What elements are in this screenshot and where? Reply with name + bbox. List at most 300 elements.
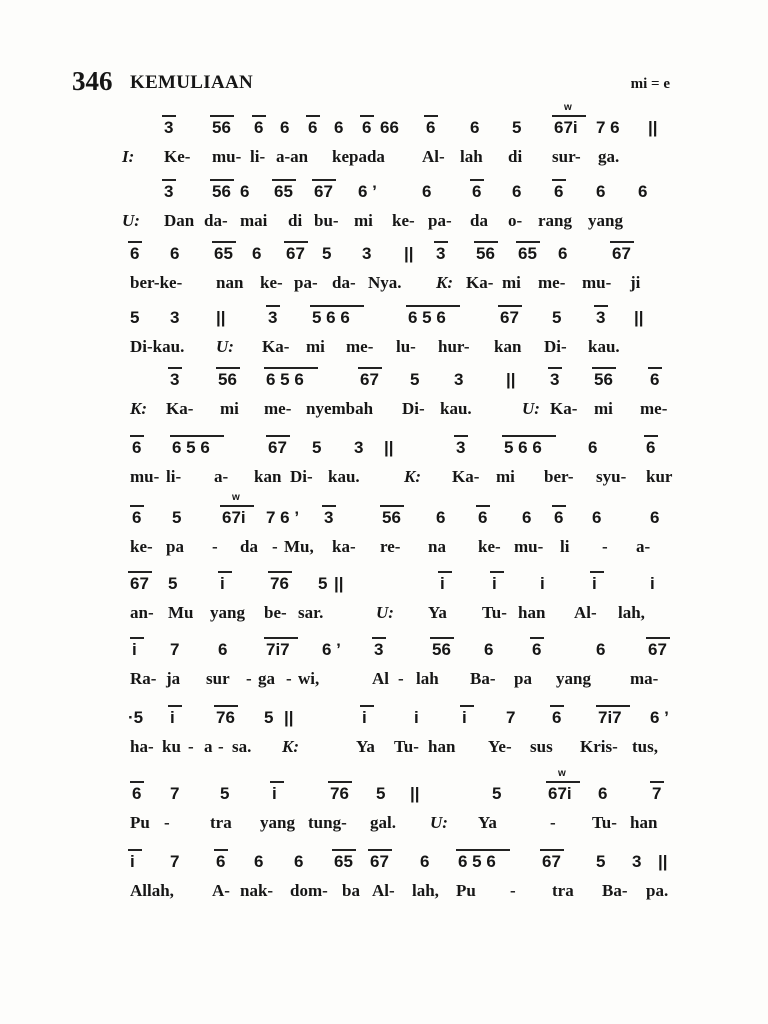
lyric-syllable: mu- xyxy=(130,467,160,486)
music-system xyxy=(122,370,682,434)
hymn-title: KEMULIAAN xyxy=(130,72,254,93)
lyric-syllable: ber- xyxy=(544,467,574,486)
beam-line xyxy=(460,705,474,707)
note-cell: || xyxy=(506,370,516,389)
note-cell: 5 xyxy=(130,308,140,327)
note-cell: 56 xyxy=(594,370,613,389)
note-cell: 6 ’ xyxy=(358,182,377,201)
notation-row xyxy=(122,574,682,600)
note-cell: 65 xyxy=(214,244,233,263)
note-cell: 6 xyxy=(532,640,542,659)
note-cell: || xyxy=(634,308,644,327)
note-cell: 3 xyxy=(596,308,606,327)
lyric-syllable: me- xyxy=(538,273,566,292)
note-cell: 6 xyxy=(552,708,562,727)
lyric-syllable: kan xyxy=(254,467,282,486)
lyrics-row xyxy=(122,813,682,839)
key-signature: mi = e xyxy=(630,76,670,92)
lyric-syllable: han xyxy=(630,813,658,832)
lyric-syllable: Di- xyxy=(544,337,567,356)
note-cell: 6 xyxy=(422,182,432,201)
note-cell: 66 xyxy=(380,118,399,137)
beam-line xyxy=(168,705,182,707)
lyric-syllable: - xyxy=(218,737,224,756)
note-cell: 3 xyxy=(170,370,180,389)
note-cell: 6 xyxy=(240,182,250,201)
lyric-syllable: dom- xyxy=(290,881,328,900)
ornament-mark: w xyxy=(564,102,572,113)
beam-line xyxy=(530,637,544,639)
lyric-syllable: di xyxy=(508,147,523,166)
beam-line xyxy=(372,637,386,639)
lyric-syllable: mi xyxy=(306,337,325,356)
note-cell: 5 xyxy=(512,118,522,137)
lyric-syllable: Al- xyxy=(574,603,597,622)
beam-line xyxy=(552,179,566,181)
beam-line xyxy=(548,367,562,369)
lyric-syllable: Ka- xyxy=(166,399,194,418)
lyric-syllable: ma- xyxy=(630,669,659,688)
note-cell: 6 xyxy=(280,118,290,137)
note-cell: 6 xyxy=(522,508,532,527)
lyric-syllable: - xyxy=(188,737,194,756)
lyric-syllable: Ya xyxy=(478,813,497,832)
beam-line xyxy=(474,241,498,243)
lyric-syllable: lu- xyxy=(396,337,416,356)
lyric-syllable: nan xyxy=(216,273,244,292)
note-cell: 6 xyxy=(254,118,264,137)
part-marker: K: xyxy=(404,467,421,486)
lyric-syllable: Di-kau. xyxy=(130,337,185,356)
note-cell: 5 xyxy=(264,708,274,727)
beam-line xyxy=(214,849,228,851)
note-cell: 67i xyxy=(548,784,572,803)
note-cell: 6 xyxy=(638,182,648,201)
beam-line xyxy=(128,241,142,243)
note-cell: 6 xyxy=(294,852,304,871)
note-cell: 6 xyxy=(478,508,488,527)
lyric-syllable: me- xyxy=(640,399,668,418)
note-cell: 6 xyxy=(132,438,142,457)
beam-line xyxy=(332,849,356,851)
notation-row xyxy=(122,370,682,396)
beam-line xyxy=(596,705,630,707)
lyric-syllable: me- xyxy=(264,399,292,418)
lyric-syllable: wi, xyxy=(298,669,320,688)
lyric-syllable: pa. xyxy=(646,881,669,900)
beam-line xyxy=(306,115,320,117)
notation-row xyxy=(122,708,682,734)
music-system xyxy=(122,308,682,372)
music-system xyxy=(122,182,682,246)
lyric-syllable: ga. xyxy=(598,147,620,166)
note-cell: 67 xyxy=(268,438,287,457)
note-cell: 67 xyxy=(130,574,149,593)
lyric-syllable: ba xyxy=(342,881,360,900)
note-cell: 7 6 ’ xyxy=(266,508,300,527)
lyric-syllable: mi xyxy=(496,467,515,486)
lyric-syllable: Ra- xyxy=(130,669,157,688)
note-cell: || xyxy=(410,784,420,803)
lyric-syllable: Al- xyxy=(422,147,445,166)
note-cell: 7 6 xyxy=(596,118,620,137)
beam-line xyxy=(210,179,234,181)
lyric-syllable: sa. xyxy=(232,737,252,756)
part-marker: U: xyxy=(216,337,234,356)
beam-line xyxy=(212,241,236,243)
lyric-syllable: ber-ke- xyxy=(130,273,183,292)
beam-line xyxy=(266,435,290,437)
note-cell: 5 xyxy=(322,244,332,263)
lyric-syllable: mu- xyxy=(514,537,544,556)
beam-line xyxy=(312,179,336,181)
beam-line xyxy=(266,305,280,307)
notation-row xyxy=(122,182,682,208)
beam-line xyxy=(220,505,254,507)
music-system xyxy=(122,640,682,704)
lyric-syllable: mu- xyxy=(212,147,242,166)
note-cell: i xyxy=(462,708,467,727)
note-cell: 6 5 6 xyxy=(266,370,304,389)
note-cell: 6 xyxy=(598,784,608,803)
lyric-syllable: Ba- xyxy=(470,669,496,688)
lyric-syllable: rang xyxy=(538,211,572,230)
notation-row xyxy=(122,244,682,270)
note-cell: 7i7 xyxy=(266,640,290,659)
lyric-syllable: Di- xyxy=(402,399,425,418)
note-cell: 3 xyxy=(454,370,464,389)
lyric-syllable: - xyxy=(510,881,516,900)
lyric-syllable: kau. xyxy=(328,467,360,486)
part-marker: K: xyxy=(436,273,453,292)
note-cell: 6 xyxy=(362,118,372,137)
lyric-syllable: di xyxy=(288,211,303,230)
lyric-syllable: mai xyxy=(240,211,268,230)
beam-line xyxy=(476,505,490,507)
note-cell: 3 xyxy=(632,852,642,871)
lyric-syllable: Di- xyxy=(290,467,313,486)
beam-line xyxy=(284,241,308,243)
beam-line xyxy=(322,505,336,507)
note-cell: 3 xyxy=(170,308,180,327)
beam-line xyxy=(424,115,438,117)
note-cell: 5 xyxy=(596,852,606,871)
note-cell: i xyxy=(130,852,135,871)
note-cell: i xyxy=(414,708,419,727)
lyric-syllable: an- xyxy=(130,603,154,622)
music-system xyxy=(122,574,682,638)
hymn-header xyxy=(72,66,692,106)
lyric-syllable: mi xyxy=(594,399,613,418)
lyric-syllable: lah xyxy=(416,669,439,688)
beam-line xyxy=(210,115,234,117)
note-cell: 6 xyxy=(646,438,656,457)
beam-line xyxy=(130,435,144,437)
beam-line xyxy=(130,781,144,783)
beam-line xyxy=(646,637,670,639)
lyric-syllable: pa- xyxy=(428,211,452,230)
lyric-syllable: kur xyxy=(646,467,673,486)
beam-line xyxy=(214,705,238,707)
beam-line xyxy=(592,367,616,369)
note-cell: 6 xyxy=(472,182,482,201)
notation-row xyxy=(122,438,682,464)
beam-line xyxy=(360,705,374,707)
lyric-syllable: kau. xyxy=(440,399,472,418)
lyrics-row xyxy=(122,337,682,363)
lyric-syllable: tra xyxy=(210,813,232,832)
lyric-syllable: Kris- xyxy=(580,737,618,756)
note-cell: i xyxy=(272,784,277,803)
lyric-syllable: ke- xyxy=(392,211,415,230)
lyrics-row xyxy=(122,737,682,763)
notation-row xyxy=(122,640,682,666)
lyric-syllable: yang xyxy=(556,669,591,688)
note-cell: 7 xyxy=(170,852,180,871)
part-marker: K: xyxy=(130,399,147,418)
note-cell: 56 xyxy=(212,182,231,201)
lyric-syllable: Ba- xyxy=(602,881,628,900)
beam-line xyxy=(594,305,608,307)
note-cell: 67 xyxy=(370,852,389,871)
note-cell: || xyxy=(334,574,344,593)
lyric-syllable: Al xyxy=(372,669,389,688)
lyric-syllable: Mu, xyxy=(284,537,314,556)
note-cell: 5 xyxy=(172,508,182,527)
beam-line xyxy=(502,435,556,437)
lyric-syllable: pa xyxy=(514,669,532,688)
beam-line xyxy=(368,849,392,851)
lyric-syllable: - xyxy=(602,537,608,556)
lyric-syllable: Ka- xyxy=(262,337,290,356)
lyric-syllable: yang xyxy=(588,211,623,230)
note-cell: 76 xyxy=(270,574,289,593)
note-cell: 67i xyxy=(222,508,246,527)
lyric-syllable: li- xyxy=(166,467,182,486)
note-cell: 6 ’ xyxy=(322,640,341,659)
lyric-syllable: Tu- xyxy=(394,737,419,756)
music-system xyxy=(122,102,682,182)
note-cell: 67i xyxy=(554,118,578,137)
lyric-syllable: Ka- xyxy=(452,467,480,486)
note-cell: i xyxy=(220,574,225,593)
lyric-syllable: a- xyxy=(636,537,651,556)
note-cell: 56 xyxy=(218,370,237,389)
note-cell: 67 xyxy=(286,244,305,263)
lyric-syllable: - xyxy=(286,669,292,688)
note-cell: || xyxy=(658,852,668,871)
lyric-syllable: han xyxy=(428,737,456,756)
beam-line xyxy=(552,115,586,117)
beam-line xyxy=(456,849,510,851)
note-cell: 3 xyxy=(456,438,466,457)
note-cell: 67 xyxy=(360,370,379,389)
beam-line xyxy=(644,435,658,437)
note-cell: 67 xyxy=(542,852,561,871)
note-cell: 5 xyxy=(410,370,420,389)
note-cell: 5 xyxy=(168,574,178,593)
note-cell: 5 xyxy=(552,308,562,327)
beam-line xyxy=(270,781,284,783)
lyric-syllable: Ye- xyxy=(488,737,512,756)
lyric-syllable: mu- xyxy=(582,273,612,292)
lyrics-row xyxy=(122,467,682,493)
note-cell: i xyxy=(650,574,655,593)
note-cell: i xyxy=(132,640,137,659)
note-cell: 3 xyxy=(164,118,174,137)
beam-line xyxy=(454,435,468,437)
note-cell: 6 5 6 xyxy=(408,308,446,327)
note-cell: 6 ’ xyxy=(650,708,669,727)
notation-row xyxy=(122,852,682,878)
lyric-syllable: mi xyxy=(502,273,521,292)
lyric-syllable: a- xyxy=(214,467,229,486)
beam-line xyxy=(540,849,564,851)
note-cell: 7 xyxy=(506,708,516,727)
note-cell: ·5 xyxy=(128,708,144,727)
lyric-syllable: - xyxy=(398,669,404,688)
note-cell: 56 xyxy=(476,244,495,263)
note-cell: 56 xyxy=(382,508,401,527)
note-cell: 3 xyxy=(550,370,560,389)
lyric-syllable: kepada xyxy=(332,147,385,166)
music-system xyxy=(122,852,682,916)
ornament-mark: w xyxy=(232,492,240,503)
beam-line xyxy=(218,571,232,573)
lyric-syllable: han xyxy=(518,603,546,622)
note-cell: 5 xyxy=(376,784,386,803)
note-cell: i xyxy=(170,708,175,727)
note-cell: || xyxy=(284,708,294,727)
beam-line xyxy=(216,367,240,369)
note-cell: 6 xyxy=(554,508,564,527)
note-cell: 5 xyxy=(312,438,322,457)
lyric-syllable: ke- xyxy=(130,537,153,556)
note-cell: 56 xyxy=(432,640,451,659)
lyric-syllable: da- xyxy=(332,273,356,292)
lyric-syllable: o- xyxy=(508,211,523,230)
beam-line xyxy=(130,505,144,507)
lyric-syllable: Dan xyxy=(164,211,195,230)
lyric-syllable: Allah, xyxy=(130,881,174,900)
beam-line xyxy=(128,849,142,851)
lyrics-row xyxy=(122,211,682,237)
note-cell: 6 xyxy=(334,118,344,137)
note-cell: 76 xyxy=(330,784,349,803)
note-cell: || xyxy=(404,244,414,263)
notation-row xyxy=(122,492,682,534)
note-cell: 6 5 6 xyxy=(172,438,210,457)
note-cell: 6 xyxy=(512,182,522,201)
beam-line xyxy=(648,367,662,369)
lyric-syllable: li- xyxy=(250,147,266,166)
beam-line xyxy=(546,781,580,783)
part-marker: U: xyxy=(522,399,540,418)
lyric-syllable: Ya xyxy=(428,603,447,622)
lyric-syllable: Pu xyxy=(456,881,476,900)
beam-line xyxy=(170,435,224,437)
lyric-syllable: kan xyxy=(494,337,522,356)
lyric-syllable: me- xyxy=(346,337,374,356)
lyric-syllable: hur- xyxy=(438,337,470,356)
note-cell: 5 xyxy=(492,784,502,803)
note-cell: 67 xyxy=(500,308,519,327)
lyric-syllable: Tu- xyxy=(482,603,507,622)
lyric-syllable: da xyxy=(240,537,258,556)
note-cell: || xyxy=(384,438,394,457)
beam-line xyxy=(590,571,604,573)
beam-line xyxy=(168,367,182,369)
lyric-syllable: be- xyxy=(264,603,287,622)
note-cell: 6 xyxy=(132,784,142,803)
note-cell: 6 xyxy=(252,244,262,263)
lyric-syllable: tus, xyxy=(632,737,658,756)
lyric-syllable: a-an xyxy=(276,147,309,166)
note-cell: || xyxy=(216,308,226,327)
lyric-syllable: na xyxy=(428,537,446,556)
beam-line xyxy=(128,571,152,573)
lyric-syllable: re- xyxy=(380,537,401,556)
lyric-syllable: a xyxy=(204,737,213,756)
note-cell: 6 xyxy=(554,182,564,201)
lyric-syllable: ka- xyxy=(332,537,356,556)
note-cell: 6 xyxy=(650,508,660,527)
music-system xyxy=(122,768,682,848)
lyric-syllable: Al- xyxy=(372,881,395,900)
note-cell: 3 xyxy=(362,244,372,263)
lyric-syllable: gal. xyxy=(370,813,396,832)
notation-row xyxy=(122,102,682,144)
lyric-syllable: Ka- xyxy=(466,273,494,292)
lyrics-row xyxy=(122,537,682,563)
lyric-syllable: Mu xyxy=(168,603,194,622)
music-system xyxy=(122,492,682,572)
lyric-syllable: da xyxy=(470,211,488,230)
note-cell: 5 xyxy=(318,574,328,593)
lyric-syllable: lah xyxy=(460,147,483,166)
lyric-syllable: li xyxy=(560,537,570,556)
lyric-syllable: A- xyxy=(212,881,230,900)
beam-line xyxy=(360,115,374,117)
lyric-syllable: Pu xyxy=(130,813,150,832)
beam-line xyxy=(438,571,452,573)
lyric-syllable: pa- xyxy=(294,273,318,292)
lyric-syllable: ke- xyxy=(260,273,283,292)
note-cell: 6 xyxy=(170,244,180,263)
note-cell: 7i7 xyxy=(598,708,622,727)
beam-line xyxy=(162,179,176,181)
note-cell: 56 xyxy=(212,118,231,137)
lyrics-row xyxy=(122,273,682,299)
note-cell: 3 xyxy=(374,640,384,659)
note-cell: 7 xyxy=(170,784,180,803)
lyrics-row xyxy=(122,603,682,629)
part-marker: U: xyxy=(376,603,394,622)
lyric-syllable: sar. xyxy=(298,603,324,622)
lyric-syllable: nak- xyxy=(240,881,274,900)
beam-line xyxy=(380,505,404,507)
lyrics-row xyxy=(122,147,682,173)
note-cell: 6 xyxy=(436,508,446,527)
lyric-syllable: Nya. xyxy=(368,273,402,292)
beam-line xyxy=(516,241,540,243)
note-cell: 67 xyxy=(648,640,667,659)
part-marker: U: xyxy=(122,211,140,230)
beam-line xyxy=(552,505,566,507)
note-cell: 7 xyxy=(652,784,662,803)
lyric-syllable: ke- xyxy=(478,537,501,556)
note-cell: 65 xyxy=(274,182,293,201)
